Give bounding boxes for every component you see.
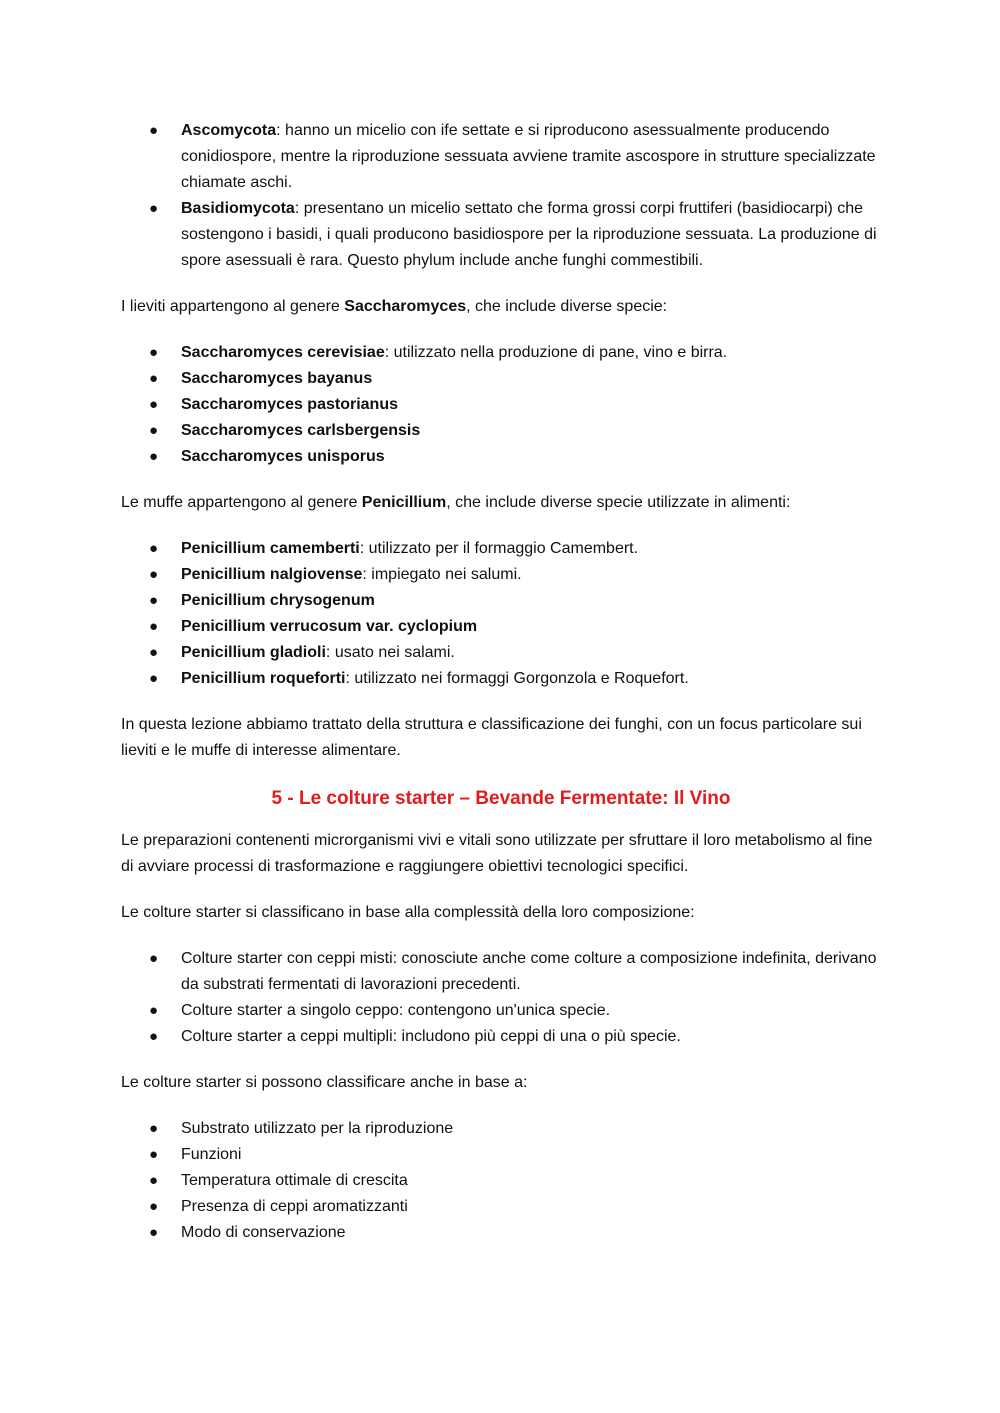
bullet-icon: ● <box>149 566 159 583</box>
list-item <box>121 946 881 998</box>
bullet-icon: ● <box>149 592 159 609</box>
bullet-icon: ● <box>149 1172 159 1189</box>
bullet-icon: ● <box>149 950 159 967</box>
bullet-icon: ● <box>149 670 159 687</box>
list-item-text: Colture starter a singolo ceppo: contengono un'unica specie. <box>181 1002 611 1019</box>
species-description: : utilizzato nei formaggi Gorgonzola e Roquefort. <box>345 670 689 687</box>
yeast-intro-paragraph <box>121 294 881 320</box>
bullet-icon: ● <box>149 370 159 387</box>
mold-intro-paragraph <box>121 490 881 516</box>
bullet-icon: ● <box>149 422 159 439</box>
fungi-phyla-list <box>121 118 881 274</box>
species-name: Penicillium verrucosum var. cyclopium <box>181 618 478 635</box>
species-name: Saccharomyces unisporus <box>181 448 385 465</box>
list-item <box>121 536 881 562</box>
document-page <box>121 118 881 1266</box>
list-item <box>121 444 881 470</box>
list-item-text: Colture starter con ceppi misti: conosciute anche come colture a composizione indefinita, derivano da substrati fermentati di lavorazioni precedenti. <box>181 950 877 993</box>
starter-classification-paragraph: Le colture starter si classificano in base alla complessità della loro composizione: <box>121 904 695 921</box>
starter-criteria-list <box>121 1116 881 1246</box>
bullet-icon: ● <box>149 448 159 465</box>
bullet-icon: ● <box>149 1198 159 1215</box>
bullet-icon: ● <box>149 1028 159 1045</box>
yeast-species-list <box>121 340 881 470</box>
genus-name: Penicillium <box>361 494 447 511</box>
list-item <box>121 118 881 196</box>
list-item <box>121 392 881 418</box>
bullet-icon: ● <box>149 396 159 413</box>
phylum-description: : hanno un micelio con ife settate e si riproducono asessualmente producendo conidiospore, mentre la riproduzione sessuata avviene tramite ascospore in strutture specializzate chiamate aschi. <box>181 122 876 191</box>
list-item-text: Temperatura ottimale di crescita <box>181 1172 408 1189</box>
list-item <box>121 1024 881 1050</box>
bullet-icon: ● <box>149 1120 159 1137</box>
list-item <box>121 998 881 1024</box>
species-description: : utilizzato nella produzione di pane, vino e birra. <box>384 344 728 361</box>
phylum-name: Ascomycota <box>181 122 277 139</box>
bullet-icon: ● <box>149 1224 159 1241</box>
species-name: Penicillium chrysogenum <box>181 592 375 609</box>
list-item <box>121 366 881 392</box>
starter-intro-paragraph: Le preparazioni contenenti microrganismi vivi e vitali sono utilizzate per sfruttare il loro metabolismo al fine di avviare processi di trasformazione e raggiungere obiettivi tecnologici specifici. <box>121 832 873 875</box>
mold-species-list <box>121 536 881 692</box>
text-span: , che include diverse specie: <box>466 298 668 315</box>
list-item <box>121 614 881 640</box>
list-item <box>121 1194 881 1220</box>
bullet-icon: ● <box>149 344 159 361</box>
list-item-text: Funzioni <box>181 1146 242 1163</box>
list-item <box>121 418 881 444</box>
list-item <box>121 562 881 588</box>
section-heading: 5 - Le colture starter – Bevande Fermentate: Il Vino <box>271 788 731 809</box>
bullet-icon: ● <box>149 540 159 557</box>
text-span: I lieviti appartengono al genere <box>121 298 345 315</box>
list-item <box>121 666 881 692</box>
species-name: Penicillium gladioli <box>181 644 326 661</box>
bullet-icon: ● <box>149 618 159 635</box>
phylum-name: Basidiomycota <box>181 200 295 217</box>
list-item-text: Modo di conservazione <box>181 1224 346 1241</box>
species-name: Penicillium nalgiovense <box>181 566 363 583</box>
phylum-description: : presentano un micelio settato che forma grossi corpi fruttiferi (basidiocarpi) che sostengono i basidi, i quali producono basidiospore per la riproduzione sessuata. La produzione di spore asessuali è rara. Questo phylum include anche funghi commestibili. <box>181 200 877 269</box>
bullet-icon: ● <box>149 122 159 139</box>
genus-name: Saccharomyces <box>344 298 467 315</box>
list-item <box>121 1142 881 1168</box>
list-item <box>121 196 881 274</box>
species-description: : usato nei salami. <box>325 644 455 661</box>
species-description: : impiegato nei salumi. <box>362 566 522 583</box>
list-item-text: Presenza di ceppi aromatizzanti <box>181 1198 408 1215</box>
text-span: Le muffe appartengono al genere <box>121 494 362 511</box>
starter-types-list <box>121 946 881 1050</box>
bullet-icon: ● <box>149 644 159 661</box>
list-item-text: Substrato utilizzato per la riproduzione <box>181 1120 454 1137</box>
species-name: Saccharomyces pastorianus <box>181 396 398 413</box>
bullet-icon: ● <box>149 200 159 217</box>
species-name: Saccharomyces bayanus <box>181 370 373 387</box>
species-name: Penicillium roqueforti <box>181 670 346 687</box>
list-item-text: Colture starter a ceppi multipli: includono più ceppi di una o più specie. <box>181 1028 681 1045</box>
list-item <box>121 640 881 666</box>
lesson-summary-paragraph: In questa lezione abbiamo trattato della struttura e classificazione dei funghi, con un focus particolare sui lieviti e le muffe di interesse alimentare. <box>121 716 862 759</box>
bullet-icon: ● <box>149 1146 159 1163</box>
species-description: : utilizzato per il formaggio Camembert. <box>359 540 639 557</box>
species-name: Penicillium camemberti <box>181 540 360 557</box>
list-item <box>121 340 881 366</box>
bullet-icon: ● <box>149 1002 159 1019</box>
species-name: Saccharomyces carlsbergensis <box>181 422 421 439</box>
list-item <box>121 1168 881 1194</box>
list-item <box>121 588 881 614</box>
starter-other-paragraph: Le colture starter si possono classificare anche in base a: <box>121 1074 528 1091</box>
list-item <box>121 1116 881 1142</box>
list-item <box>121 1220 881 1246</box>
text-span: , che include diverse specie utilizzate in alimenti: <box>446 494 791 511</box>
species-name: Saccharomyces cerevisiae <box>181 344 385 361</box>
